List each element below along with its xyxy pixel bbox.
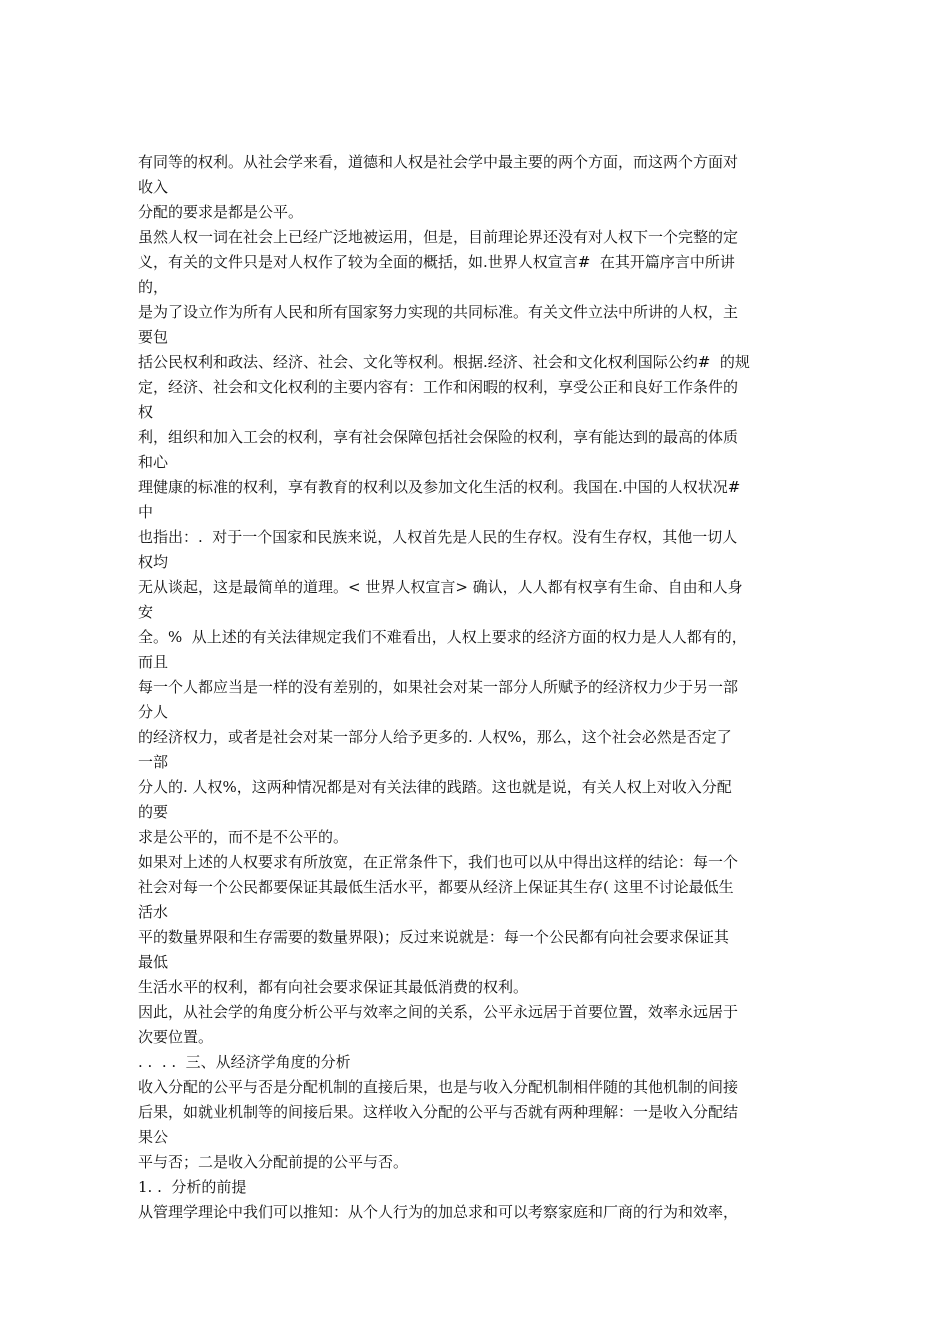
text-line: 一部 — [138, 753, 169, 771]
text-line: 每一个人都应当是一样的没有差别的，如果社会对某一部分人所赋予的经济权力少于另一部 — [138, 678, 739, 696]
text-line: 是为了设立作为所有人民和所有国家努力实现的共同标准。有关文件立法中所讲的人权，主 — [138, 303, 739, 321]
text-line: 收入 — [138, 178, 169, 196]
text-line: 因此，从社会学的角度分析公平与效率之间的关系，公平永远居于首要位置，效率永远居于 — [138, 1003, 739, 1021]
text-line: 的要 — [138, 803, 169, 821]
text-line: 分人 — [138, 703, 169, 721]
text-line: 次要位置。 — [138, 1028, 214, 1046]
section-heading: . . . . 三、从经济学角度的分析 — [138, 1053, 351, 1071]
text-line: 的经济权力，或者是社会对某一部分人给予更多的. 人权%，那么，这个社会必然是否定了 — [138, 728, 732, 746]
text-line: 最低 — [138, 953, 169, 971]
text-line: 权均 — [138, 553, 169, 571]
text-line: 收入分配的公平与否是分配机制的直接后果，也是与收入分配机制相伴随的其他机制的间接 — [138, 1078, 739, 1096]
text-line: 权 — [138, 403, 154, 421]
text-line: 求是公平的，而不是不公平的。 — [138, 828, 349, 846]
text-line: 括公民权利和政法、经济、社会、文化等权利。根据.经济、社会和文化权利国际公约# 的规 — [138, 353, 750, 371]
subsection-heading: 1. . 分析的前提 — [138, 1178, 247, 1196]
text-line: 理健康的标准的权利，享有教育的权利以及参加文化生活的权利。我国在.中国的人权状况# — [138, 478, 741, 496]
text-line: 如果对上述的人权要求有所放宽，在正常条件下，我们也可以从中得出这样的结论：每一个 — [138, 853, 739, 871]
text-line: 义，有关的文件只是对人权作了较为全面的概括，如.世界人权宣言# 在其开篇序言中所讲 — [138, 253, 735, 271]
text-line: 活水 — [138, 903, 169, 921]
text-line: 也指出：. 对于一个国家和民族来说，人权首先是人民的生存权。没有生存权，其他一切人 — [138, 528, 738, 546]
text-line: 果公 — [138, 1128, 169, 1146]
text-line: 平与否；二是收入分配前提的公平与否。 — [138, 1153, 409, 1171]
text-line: 分配的要求是都是公平。 — [138, 203, 304, 221]
text-line: 后果，如就业机制等的间接后果。这样收入分配的公平与否就有两种理解：一是收入分配结 — [138, 1103, 739, 1121]
text-line: 分人的. 人权%，这两种情况都是对有关法律的践踏。这也就是说，有关人权上对收入分配 — [138, 778, 732, 796]
text-line: 要包 — [138, 328, 169, 346]
text-line: 有同等的权利。从社会学来看，道德和人权是社会学中最主要的两个方面，而这两个方面对 — [138, 153, 739, 171]
text-line: 安 — [138, 603, 154, 621]
text-line: 虽然人权一词在社会上已经广泛地被运用，但是，目前理论界还没有对人权下一个完整的定 — [138, 228, 739, 246]
text-line: 定，经济、社会和文化权利的主要内容有：工作和闲暇的权利，享受公正和良好工作条件的 — [138, 378, 739, 396]
text-line: 无从谈起，这是最简单的道理。< 世界人权宣言> 确认，人人都有权享有生命、自由和人身 — [138, 578, 743, 596]
text-line: 社会对每一个公民都要保证其最低生活水平，都要从经济上保证其生存( 这里不讨论最低生 — [138, 878, 734, 896]
text-line: 而且 — [138, 653, 169, 671]
text-line: 利，组织和加入工会的权利，享有社会保障包括社会保险的权利，享有能达到的最高的体质 — [138, 428, 739, 446]
text-line: 全。% 从上述的有关法律规定我们不难看出，人权上要求的经济方面的权力是人人都有的， — [138, 628, 747, 646]
text-line: 从管理学理论中我们可以推知：从个人行为的加总求和可以考察家庭和厂商的行为和效率， — [138, 1203, 739, 1221]
text-line: 中 — [138, 503, 154, 521]
text-line: 平的数量界限和生存需要的数量界限)；反过来说就是：每一个公民都有向社会要求保证其 — [138, 928, 729, 946]
text-line: 的， — [138, 278, 169, 296]
text-line: 和心 — [138, 453, 169, 471]
text-line: 生活水平的权利，都有向社会要求保证其最低消费的权利。 — [138, 978, 529, 996]
